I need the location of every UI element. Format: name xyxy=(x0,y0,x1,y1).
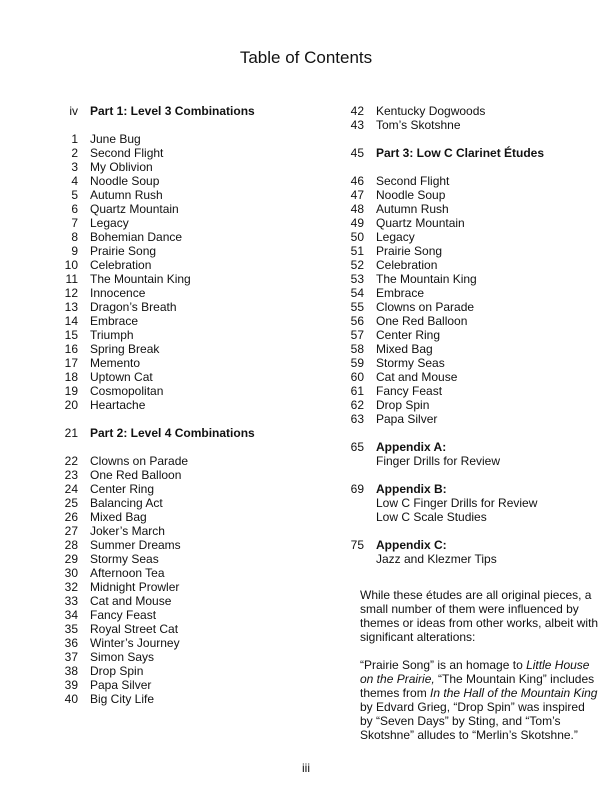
page-number-label: 7 xyxy=(71,216,78,230)
page-number-label: 43 xyxy=(350,118,364,132)
entry-title: Noodle Soup xyxy=(90,174,160,188)
page-title: Table of Contents xyxy=(239,48,373,67)
entry-title: Summer Dreams xyxy=(90,538,181,552)
entry-title: One Red Balloon xyxy=(376,314,468,328)
toc-entry[interactable] xyxy=(336,230,596,244)
toc-entry[interactable] xyxy=(336,412,596,426)
page-number-label: 2 xyxy=(71,146,78,160)
entry-title: Kentucky Dogwoods xyxy=(376,104,486,118)
entry-title: Quartz Mountain xyxy=(376,216,465,230)
entry-title: Stormy Seas xyxy=(376,356,445,370)
entry-title: Balancing Act xyxy=(90,496,163,510)
page-number-label: 62 xyxy=(350,398,364,412)
toc-entry[interactable] xyxy=(50,370,320,384)
entry-title: Fancy Feast xyxy=(90,608,157,622)
toc-entry[interactable] xyxy=(50,454,320,468)
section-heading: Appendix C: xyxy=(376,538,447,552)
entry-title: Legacy xyxy=(90,216,129,230)
toc-entry[interactable] xyxy=(50,384,320,398)
entry-title: Prairie Song xyxy=(376,244,443,258)
page-number-label: 15 xyxy=(64,328,78,342)
page-number-label: 20 xyxy=(64,398,78,412)
page-number-label: 4 xyxy=(71,174,78,188)
page-number-label: 51 xyxy=(350,244,364,258)
page-number-label: 3 xyxy=(71,160,78,174)
note-italic-title: Little House on the Prairie, xyxy=(360,658,590,686)
page-number-label: 18 xyxy=(64,370,78,384)
page-number-label: 39 xyxy=(64,678,78,692)
toc-entry[interactable] xyxy=(50,664,320,678)
toc-entry[interactable] xyxy=(336,202,596,216)
toc-entry[interactable] xyxy=(50,510,320,524)
toc-entry[interactable] xyxy=(336,188,596,202)
toc-entry[interactable] xyxy=(336,398,596,412)
toc-entry[interactable] xyxy=(336,286,596,300)
page-number-label: 53 xyxy=(350,272,364,286)
toc-entry[interactable] xyxy=(336,244,596,258)
appendix-subentry[interactable]: Low C Scale Studies xyxy=(376,510,487,524)
note-text: by Edvard Grieg, “Drop Spin” was inspired by “Seven Days” by Sting, and “Tom’s Skotshne” alludes to “Merlin’s Skotshne.” xyxy=(360,700,585,742)
page-number-label: 69 xyxy=(350,482,364,496)
toc-entry[interactable] xyxy=(336,384,596,398)
spacer xyxy=(50,440,320,454)
entry-title: Innocence xyxy=(90,286,146,300)
page-number-label: 9 xyxy=(71,244,78,258)
toc-entry[interactable] xyxy=(50,160,320,174)
entry-title: Simon Says xyxy=(90,650,155,664)
toc-entry[interactable] xyxy=(50,300,320,314)
page-number-label: 29 xyxy=(64,552,78,566)
entry-title: Royal Street Cat xyxy=(90,622,179,636)
entry-title: Drop Spin xyxy=(376,398,430,412)
toc-entry[interactable] xyxy=(50,314,320,328)
page-number-label: 1 xyxy=(71,132,78,146)
page-number-label: 10 xyxy=(64,258,78,272)
entry-title: Spring Break xyxy=(90,342,160,356)
toc-right-column xyxy=(336,104,596,566)
toc-entry[interactable] xyxy=(50,216,320,230)
toc-entry[interactable] xyxy=(336,370,596,384)
toc-appendix[interactable] xyxy=(336,538,596,552)
page-number-label: 26 xyxy=(64,510,78,524)
entry-title: Celebration xyxy=(90,258,152,272)
toc-entry[interactable] xyxy=(336,328,596,342)
page-number-label: 28 xyxy=(64,538,78,552)
page-number-label: 48 xyxy=(350,202,364,216)
spacer xyxy=(50,118,320,132)
toc-entry[interactable] xyxy=(50,258,320,272)
toc-entry[interactable] xyxy=(336,342,596,356)
page-number-label: 63 xyxy=(350,412,364,426)
toc-entry[interactable] xyxy=(50,692,320,706)
page-number-label: 75 xyxy=(350,538,364,552)
page-number-label: 50 xyxy=(350,230,364,244)
page-number-label: 5 xyxy=(71,188,78,202)
toc-section-part-3[interactable] xyxy=(336,146,596,160)
page-number-label: 6 xyxy=(71,202,78,216)
entry-title: Clowns on Parade xyxy=(90,454,189,468)
entry-title: Drop Spin xyxy=(90,664,144,678)
page-number-label: 36 xyxy=(64,636,78,650)
entry-title: My Oblivion xyxy=(90,160,153,174)
entry-title: Clowns on Parade xyxy=(376,300,475,314)
entry-title: Second Flight xyxy=(376,174,450,188)
toc-entry[interactable] xyxy=(50,482,320,496)
page-number-label: 59 xyxy=(350,356,364,370)
toc-entry[interactable] xyxy=(336,258,596,272)
page-number-label: 13 xyxy=(64,300,78,314)
entry-title: Fancy Feast xyxy=(376,384,443,398)
page-number-label: 8 xyxy=(71,230,78,244)
entry-title: Cat and Mouse xyxy=(90,594,172,608)
toc-entry[interactable] xyxy=(336,174,596,188)
section-heading: Appendix A: xyxy=(376,440,447,454)
toc-entry[interactable] xyxy=(336,118,596,132)
note-text: “The Mountain King” includes themes from xyxy=(360,672,595,700)
entry-title: Autumn Rush xyxy=(376,202,449,216)
entry-title: Embrace xyxy=(376,286,425,300)
page-number-label: 57 xyxy=(350,328,364,342)
page-number-label: 60 xyxy=(350,370,364,384)
section-heading: Appendix B: xyxy=(376,482,447,496)
page-number-label: 30 xyxy=(64,566,78,580)
page-number-label: 16 xyxy=(64,342,78,356)
entry-title: Cat and Mouse xyxy=(376,370,458,384)
toc-entry[interactable] xyxy=(50,132,320,146)
page-number-label: 37 xyxy=(64,650,78,664)
toc-entry[interactable] xyxy=(50,146,320,160)
section-heading: Part 3: Low C Clarinet Études xyxy=(376,146,545,160)
spacer xyxy=(336,524,596,538)
page-number-label: 38 xyxy=(64,664,78,678)
entry-title: One Red Balloon xyxy=(90,468,182,482)
toc-entry[interactable] xyxy=(50,566,320,580)
spacer xyxy=(50,412,320,426)
entry-title: Triumph xyxy=(90,328,134,342)
toc-entry[interactable] xyxy=(50,468,320,482)
toc-entry[interactable] xyxy=(50,398,320,412)
entry-title: Celebration xyxy=(376,258,438,272)
page-number-label: 12 xyxy=(64,286,78,300)
toc-entry[interactable] xyxy=(50,580,320,594)
spacer xyxy=(336,160,596,174)
entry-title: The Mountain King xyxy=(90,272,191,286)
toc-appendix[interactable] xyxy=(336,482,596,496)
toc-entry[interactable] xyxy=(50,202,320,216)
page-number-label: 33 xyxy=(64,594,78,608)
toc-entry[interactable] xyxy=(336,272,596,286)
toc-entry[interactable] xyxy=(50,286,320,300)
toc-entry[interactable] xyxy=(50,650,320,664)
entry-title: Bohemian Dance xyxy=(90,230,183,244)
page-number-label: iv xyxy=(69,104,78,118)
toc-entry[interactable] xyxy=(50,244,320,258)
page-number-label: 55 xyxy=(350,300,364,314)
entry-title: Embrace xyxy=(90,314,139,328)
toc-entry[interactable] xyxy=(336,314,596,328)
toc-entry[interactable] xyxy=(336,300,596,314)
toc-entry[interactable] xyxy=(336,104,596,118)
entry-title: Center Ring xyxy=(90,482,155,496)
entry-title: June Bug xyxy=(90,132,141,146)
appendix-subentry[interactable]: Jazz and Klezmer Tips xyxy=(376,552,497,566)
toc-section-part-1[interactable] xyxy=(50,104,320,118)
toc-entry[interactable] xyxy=(50,552,320,566)
entry-title: Dragon’s Breath xyxy=(90,300,177,314)
toc-entry[interactable] xyxy=(50,496,320,510)
spacer xyxy=(336,132,596,146)
entry-title: Papa Silver xyxy=(376,412,438,426)
entry-title: The Mountain King xyxy=(376,272,477,286)
note-paragraph-2 xyxy=(360,658,600,742)
page-number-label: 42 xyxy=(350,104,364,118)
toc-section-part-2[interactable] xyxy=(50,426,320,440)
toc-entry[interactable] xyxy=(336,216,596,230)
page-number-label: 35 xyxy=(64,622,78,636)
page-number-label: 46 xyxy=(350,174,364,188)
toc-entry[interactable] xyxy=(50,356,320,370)
entry-title: Big City Life xyxy=(90,692,155,706)
entry-title: Afternoon Tea xyxy=(90,566,165,580)
attribution-note xyxy=(360,588,600,756)
page-number-label: 25 xyxy=(64,496,78,510)
toc-entry[interactable] xyxy=(50,538,320,552)
appendix-subentry[interactable]: Low C Finger Drills for Review xyxy=(376,496,538,510)
note-paragraph-1: While these études are all original pieces, a small number of them were influenced by themes or ideas from other works, albeit with significant alterations: xyxy=(360,588,599,644)
page-number-label: 65 xyxy=(350,440,364,454)
toc-entry[interactable] xyxy=(50,524,320,538)
toc-entry[interactable] xyxy=(50,608,320,622)
entry-title: Mixed Bag xyxy=(376,342,433,356)
toc-entry[interactable] xyxy=(336,356,596,370)
spacer xyxy=(336,426,596,440)
entry-title: Autumn Rush xyxy=(90,188,163,202)
toc-left-column xyxy=(50,104,320,706)
page-number-label: 34 xyxy=(64,608,78,622)
entry-title: Tom’s Skotshne xyxy=(376,118,461,132)
entry-title: Papa Silver xyxy=(90,678,152,692)
page-number-label: 22 xyxy=(64,454,78,468)
toc-entry[interactable] xyxy=(50,188,320,202)
entry-title: Uptown Cat xyxy=(90,370,153,384)
note-text: “Prairie Song” is an homage to xyxy=(360,658,527,672)
toc-entry[interactable] xyxy=(50,230,320,244)
page-number-label: 47 xyxy=(350,188,364,202)
page-number-label: 27 xyxy=(64,524,78,538)
toc-appendix[interactable] xyxy=(336,440,596,454)
page-number-label: 19 xyxy=(64,384,78,398)
toc-entry[interactable] xyxy=(50,636,320,650)
spacer xyxy=(336,468,596,482)
appendix-subentry[interactable]: Finger Drills for Review xyxy=(376,454,501,468)
page-number-label: 40 xyxy=(64,692,78,706)
toc-entry[interactable] xyxy=(50,594,320,608)
note-italic-title: In the Hall of the Mountain King xyxy=(430,686,598,700)
entry-title: Midnight Prowler xyxy=(90,580,180,594)
entry-title: Stormy Seas xyxy=(90,552,159,566)
entry-title: Joker’s March xyxy=(90,524,165,538)
toc-entry[interactable] xyxy=(50,174,320,188)
entry-title: Center Ring xyxy=(376,328,441,342)
page-number: iii xyxy=(302,761,310,775)
page-number-label: 54 xyxy=(350,286,364,300)
page-number-label: 14 xyxy=(64,314,78,328)
toc-entry[interactable] xyxy=(50,678,320,692)
toc-entry[interactable] xyxy=(50,328,320,342)
entry-title: Noodle Soup xyxy=(376,188,446,202)
page-number-label: 45 xyxy=(350,146,364,160)
entry-title: Quartz Mountain xyxy=(90,202,179,216)
page-number-label: 56 xyxy=(350,314,364,328)
page-number-label: 58 xyxy=(350,342,364,356)
entry-title: Cosmopolitan xyxy=(90,384,164,398)
section-heading: Part 2: Level 4 Combinations xyxy=(90,426,255,440)
page-number-label: 17 xyxy=(64,356,78,370)
entry-title: Memento xyxy=(90,356,141,370)
entry-title: Mixed Bag xyxy=(90,510,147,524)
entry-title: Legacy xyxy=(376,230,415,244)
page-number-label: 32 xyxy=(64,580,78,594)
page-number-label: 23 xyxy=(64,468,78,482)
toc-entry[interactable] xyxy=(50,622,320,636)
entry-title: Winter’s Journey xyxy=(90,636,180,650)
page-number-label: 11 xyxy=(65,272,78,286)
page-number-label: 21 xyxy=(64,426,78,440)
entry-title: Prairie Song xyxy=(90,244,157,258)
toc-entry[interactable] xyxy=(50,272,320,286)
entry-title: Second Flight xyxy=(90,146,164,160)
toc-entry[interactable] xyxy=(50,342,320,356)
entry-title: Heartache xyxy=(90,398,146,412)
page-number-label: 52 xyxy=(350,258,364,272)
section-heading: Part 1: Level 3 Combinations xyxy=(90,104,255,118)
page-number-label: 49 xyxy=(350,216,364,230)
page-number-label: 24 xyxy=(64,482,78,496)
page-number-label: 61 xyxy=(350,384,364,398)
